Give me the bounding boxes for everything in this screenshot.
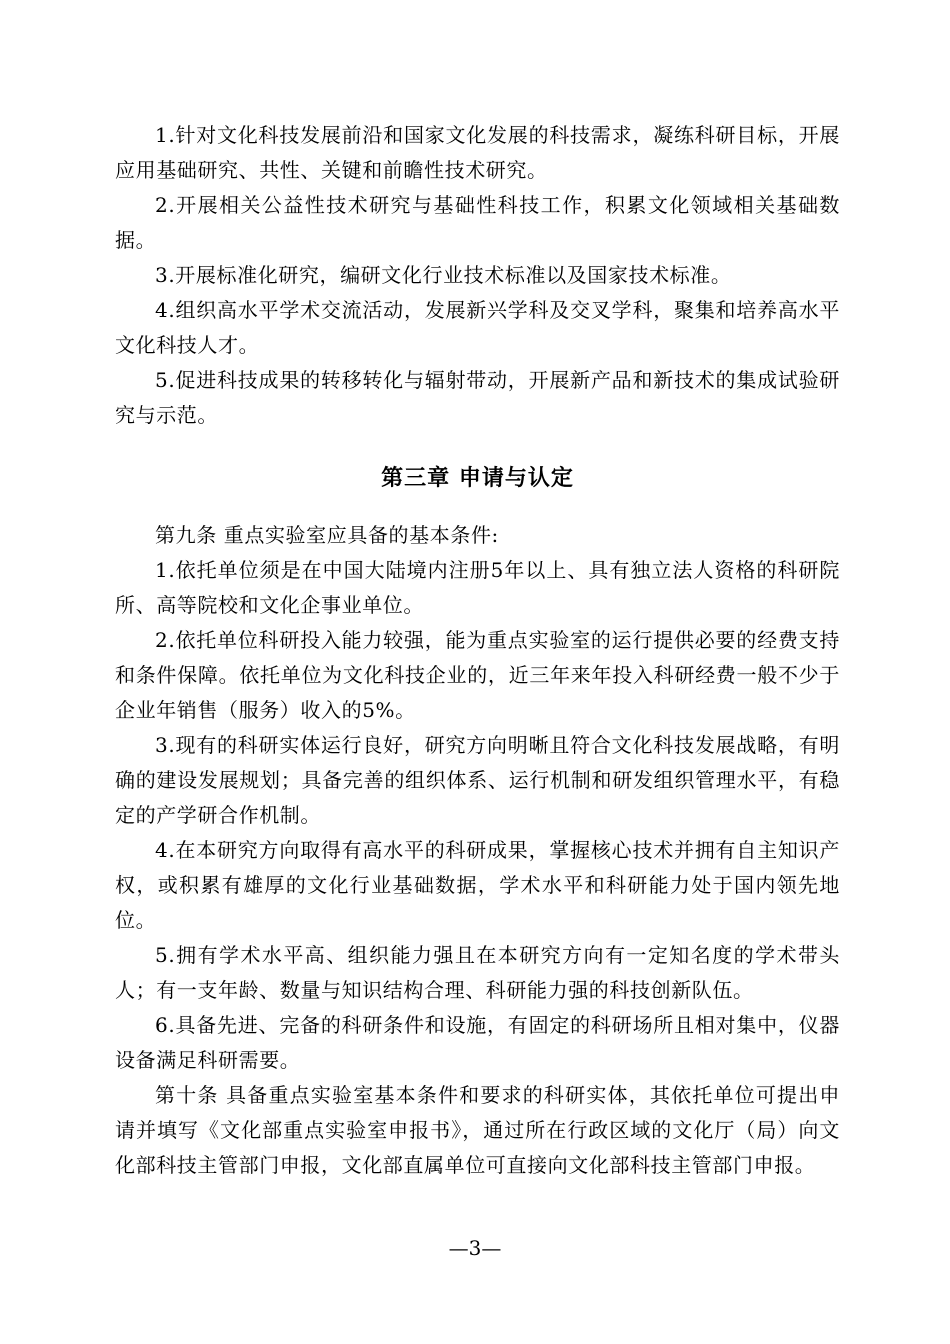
document-page <box>115 118 840 1183</box>
article-10: 第十条 具备重点实验室基本条件和要求的科研实体，其依托单位可提出申请并填写《文化部重点实验室申报书》，通过所在行政区域的文化厅（局）向文化部科技主管部门申报，文化部直属单位可直接向文化部科技主管部门申报。 <box>115 1083 840 1177</box>
article-9-item-6: 6.具备先进、完备的科研条件和设施，有固定的科研场所且相对集中，仪器设备满足科研需要。 <box>115 1013 840 1072</box>
paragraph-item-3: 3.开展标准化研究，编研文化行业技术标准以及国家技术标准。 <box>155 263 732 287</box>
chapter-title: 第三章 申请与认定 <box>381 466 574 491</box>
article-9-item-4: 4.在本研究方向取得有高水平的科研成果，掌握核心技术并拥有自主知识产权，或积累有雄厚的文化行业基础数据，学术水平和科研能力处于国内领先地位。 <box>115 838 840 932</box>
article-9-item-2: 2.依托单位科研投入能力较强，能为重点实验室的运行提供必要的经费支持和条件保障。依托单位为文化科技企业的，近三年来年投入科研经费一般不少于企业年销售（服务）收入的5%。 <box>115 628 840 722</box>
article-9-heading: 第九条 重点实验室应具备的基本条件: <box>155 523 499 547</box>
paragraph-item-4: 4.组织高水平学术交流活动，发展新兴学科及交叉学科，聚集和培养高水平文化科技人才。 <box>115 298 840 357</box>
article-9-item-3: 3.现有的科研实体运行良好，研究方向明晰且符合文化科技发展战略，有明确的建设发展规划；具备完善的组织体系、运行机制和研发组织管理水平，有稳定的产学研合作机制。 <box>115 733 840 827</box>
paragraph-item-5: 5.促进科技成果的转移转化与辐射带动，开展新产品和新技术的集成试验研究与示范。 <box>115 368 840 427</box>
page-number: —3— <box>448 1236 502 1260</box>
paragraph-item-1: 1.针对文化科技发展前沿和国家文化发展的科技需求，凝练科研目标，开展应用基础研究、共性、关键和前瞻性技术研究。 <box>115 123 840 182</box>
article-9-item-1: 1.依托单位须是在中国大陆境内注册5年以上、具有独立法人资格的科研院所、高等院校和文化企事业单位。 <box>115 558 840 617</box>
paragraph-item-2: 2.开展相关公益性技术研究与基础性科技工作，积累文化领域相关基础数据。 <box>115 193 840 252</box>
article-9-item-5: 5.拥有学术水平高、组织能力强且在本研究方向有一定知名度的学术带头人；有一支年龄、数量与知识结构合理、科研能力强的科技创新队伍。 <box>115 943 840 1002</box>
